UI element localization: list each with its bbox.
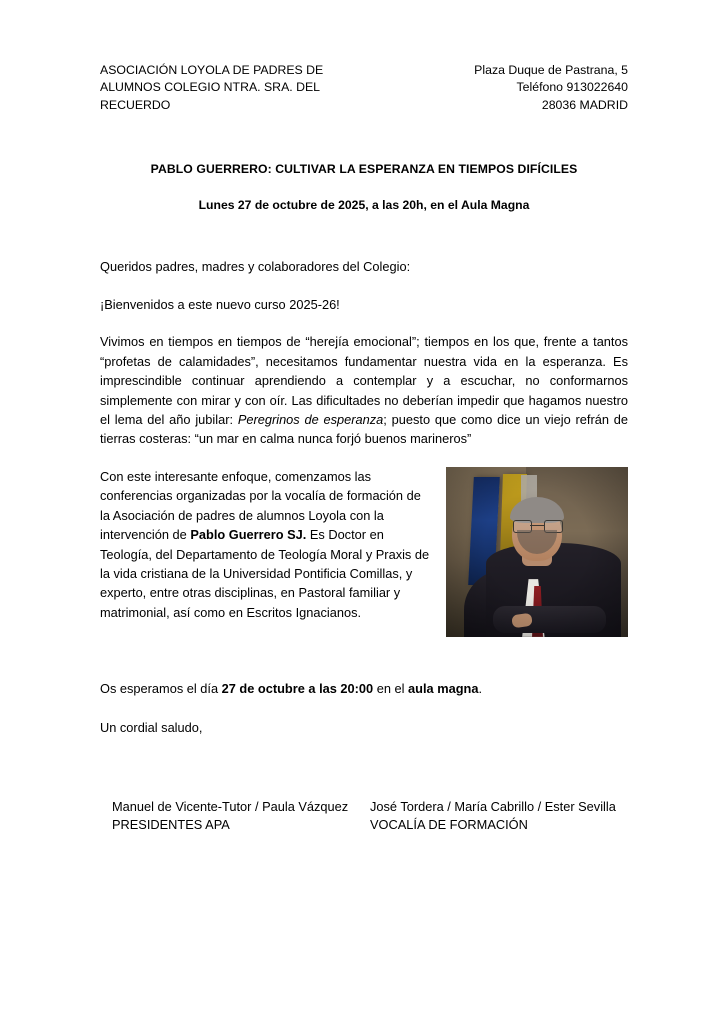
signature-right [370,798,628,834]
city-line: 28036 MADRID [541,97,628,112]
organization-line-2: ALUMNOS COLEGIO NTRA. SRA. DEL [100,80,321,95]
closing-text-part-1: Os esperamos el día [100,680,222,696]
event-venue: aula magna [408,680,479,696]
page-subtitle: Lunes 27 de octubre de 2025, a las 20h, en el Aula Magna [198,198,530,213]
letter-body [100,257,628,737]
contact-block [418,62,628,114]
jubilee-motto: Peregrinos de esperanza [237,411,384,427]
speaker-photo [446,467,628,637]
title-block [100,162,628,212]
address-line: Plaza Duque de Pastrana, 5 [474,63,628,77]
intro-text-part-1: Vivimos en tiempos en tiempos de “herejía emocional”; tiempos en los que, frente a tantos “profetas de calamidades”, necesitamos fundamentar nuestra vida en la esperanza. Es imprescindible continuar aprendiendo a contemplar y a escuchar, no conformarnos simplemente con mirar y con oír. Las dificultades no deberían impedir que hagamos nuestro el lema del año jubilar: [100,334,628,427]
signature-right-role: VOCALÍA DE FORMACIÓN [370,816,528,832]
closing-text-part-2: en el [373,680,409,696]
photo-vignette [446,467,628,637]
speaker-section [100,467,628,645]
signature-left [100,798,370,834]
organization-line-1: ASOCIACIÓN LOYOLA DE PADRES DE [100,63,324,77]
welcome-paragraph: ¡Bienvenidos a este nuevo curso 2025-26! [100,296,340,312]
signature-left-role: PRESIDENTES APA [112,816,230,832]
closing-paragraph [100,679,628,698]
closing-text-part-3: . [478,680,483,696]
signature-block [100,798,628,834]
signature-left-names: Manuel de Vicente-Tutor / Paula Vázquez [112,798,349,814]
organization-block [100,62,360,114]
speaker-text-part-2: Es Doctor en Teología, del Departamento de Teología Moral y Praxis de la vida cristiana de la Universidad Pontificia Comillas, y experto, entre otras disciplinas, en Pastoral familiar y matrimonial, así como en Escritos Ignacianos. [100,527,430,620]
organization-line-3: RECUERDO [100,97,171,112]
signature-right-names: José Tordera / María Cabrillo / Ester Sevilla [370,798,616,814]
intro-paragraph [100,332,628,449]
farewell-paragraph: Un cordial saludo, [100,720,203,736]
intro-text-part-2: ; puesto que como dice un viejo refrán de tierras costeras: “un mar en calma nunca forjó buenos marineros” [100,411,628,447]
phone-line: Teléfono 913022640 [516,80,628,95]
page-title: PABLO GUERRERO: CULTIVAR LA ESPERANZA EN TIEMPOS DIFÍCILES [150,162,578,177]
closing-block [100,679,628,738]
greeting-paragraph: Queridos padres, madres y colaboradores del Colegio: [100,259,411,275]
speaker-name: Pablo Guerrero SJ. [190,527,307,543]
document-content [100,62,628,834]
letterhead [100,62,628,114]
speaker-text-part-1: Con este interesante enfoque, comenzamos las conferencias organizadas por la vocalía de formación de la Asociación de padres de alumnos Loyola con la intervención de [100,468,421,543]
event-datetime: 27 de octubre a las 20:00 [221,680,374,696]
